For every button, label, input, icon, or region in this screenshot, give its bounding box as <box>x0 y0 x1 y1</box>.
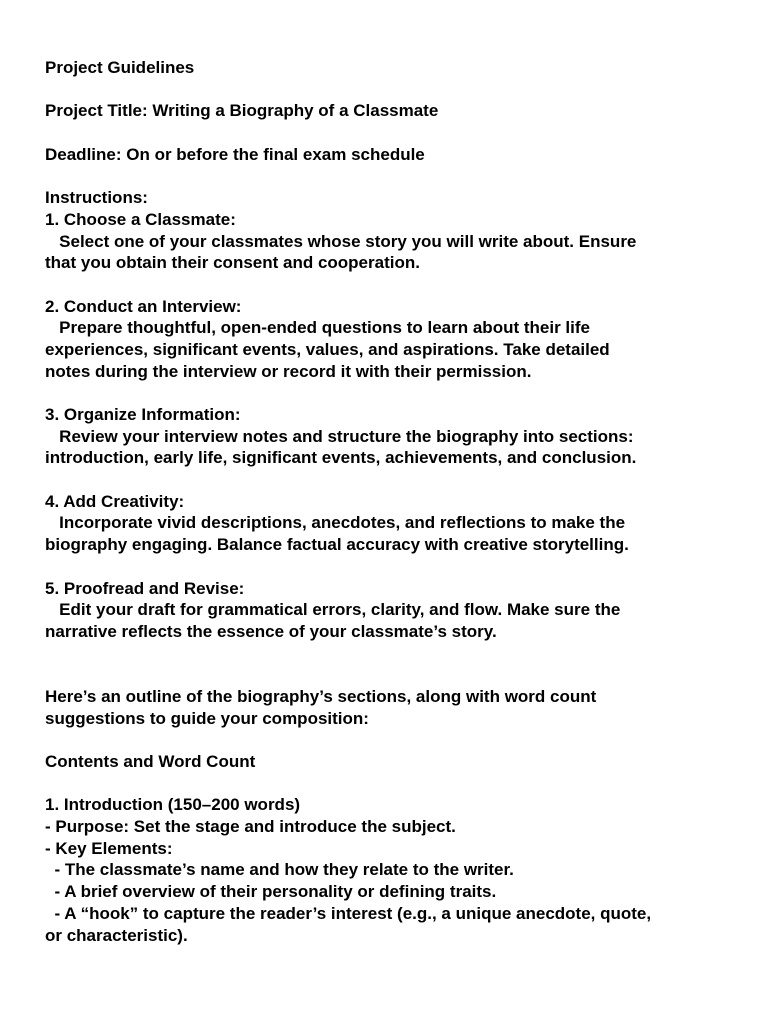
list-item: - The classmate’s name and how they relate to the writer. <box>45 860 514 880</box>
document-page <box>45 57 735 946</box>
step-text: that you obtain their consent and cooperation. <box>45 253 420 273</box>
step-text: experiences, significant events, values, and aspirations. Take detailed <box>45 339 610 359</box>
step-title: 3. Organize Information: <box>45 405 241 424</box>
list-item: - A “hook” to capture the reader’s interest (e.g., a unique anecdote, quote, <box>45 903 652 923</box>
step-text: notes during the interview or record it with their permission. <box>45 361 532 381</box>
list-item-continuation: or characteristic). <box>45 925 188 945</box>
step-text: Prepare thoughtful, open-ended questions to learn about their life <box>45 318 590 338</box>
step-title: 2. Conduct an Interview: <box>45 296 242 316</box>
spacer <box>45 382 735 404</box>
spacer <box>45 79 735 101</box>
spacer <box>45 274 735 296</box>
section-purpose: - Purpose: Set the stage and introduce the subject. <box>45 817 456 837</box>
spacer <box>45 469 735 491</box>
document-heading: Project Guidelines <box>45 58 195 77</box>
step-text: introduction, early life, significant events, achievements, and conclusion. <box>45 448 637 468</box>
step-text: Edit your draft for grammatical errors, clarity, and flow. Make sure the <box>45 600 621 620</box>
section-key-elements: - Key Elements: <box>45 838 173 858</box>
spacer <box>45 643 735 686</box>
section-title: 1. Introduction (150–200 words) <box>45 795 301 815</box>
instructions-heading: Instructions: <box>45 188 148 208</box>
spacer <box>45 122 735 144</box>
spacer <box>45 773 735 795</box>
step-text: Select one of your classmates whose story you will write about. Ensure <box>45 231 637 251</box>
list-item: - A brief overview of their personality or defining traits. <box>45 882 497 902</box>
spacer <box>45 556 735 578</box>
step-text: Review your interview notes and structure the biography into sections: <box>45 426 634 446</box>
step-title: 4. Add Creativity: <box>45 491 185 511</box>
step-title: 1. Choose a Classmate: <box>45 209 236 229</box>
step-text: Incorporate vivid descriptions, anecdotes, and reflections to make the <box>45 513 626 533</box>
step-title: 5. Proofread and Revise: <box>45 578 245 598</box>
deadline: Deadline: On or before the final exam schedule <box>45 144 425 164</box>
contents-heading: Contents and Word Count <box>45 752 256 772</box>
step-text: narrative reflects the essence of your classmate’s story. <box>45 621 497 641</box>
project-title: Project Title: Writing a Biography of a Classmate <box>45 101 439 121</box>
spacer <box>45 729 735 751</box>
spacer <box>45 165 735 187</box>
step-text: biography engaging. Balance factual accuracy with creative storytelling. <box>45 535 629 555</box>
outline-intro: suggestions to guide your composition: <box>45 708 369 728</box>
outline-intro: Here’s an outline of the biography’s sections, along with word count <box>45 686 597 706</box>
